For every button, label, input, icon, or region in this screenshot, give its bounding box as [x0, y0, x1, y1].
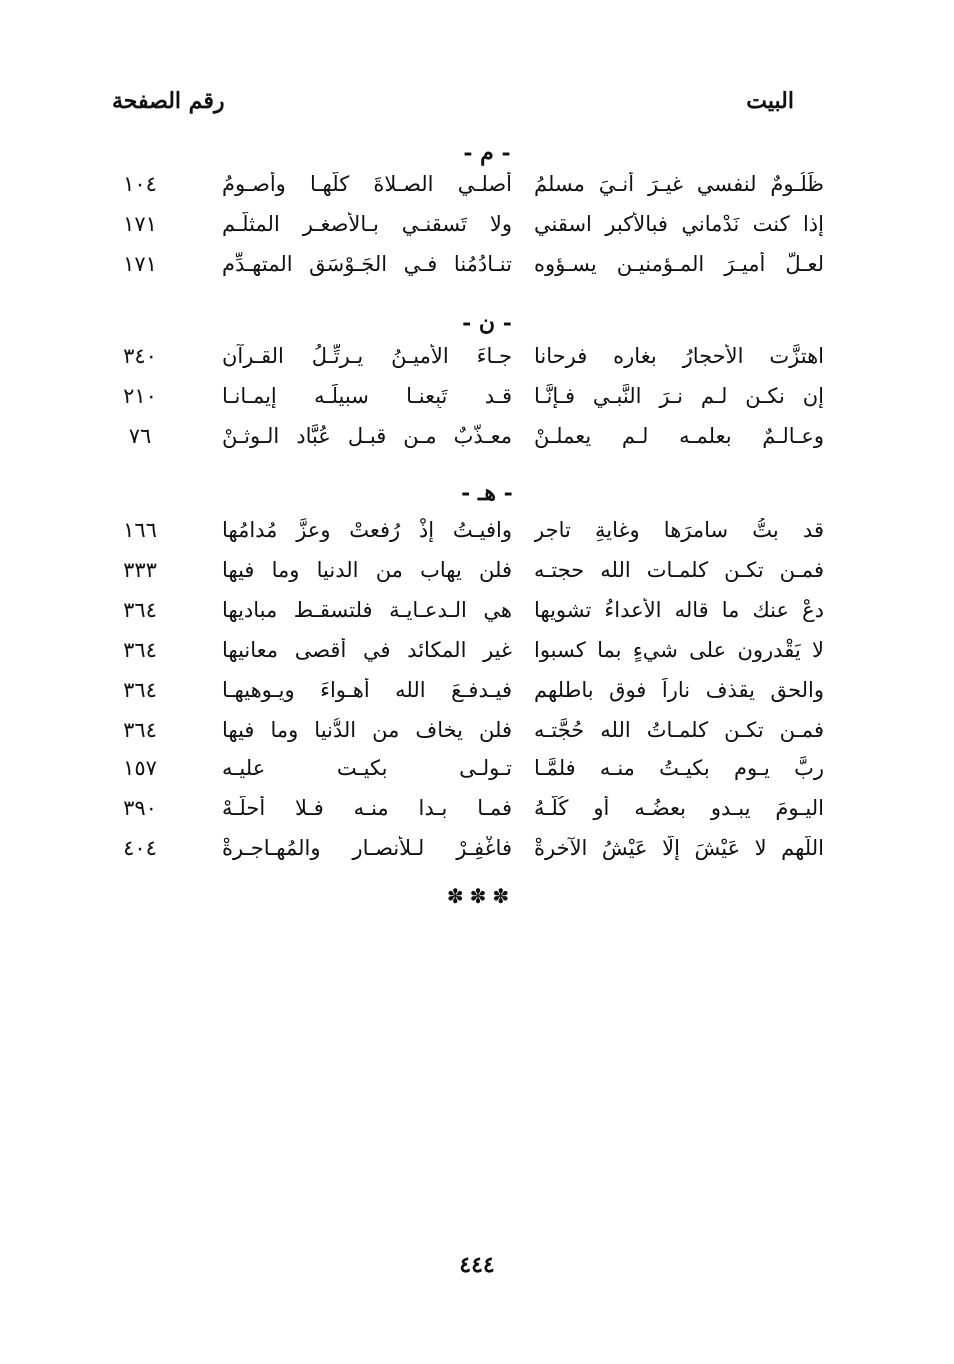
verse-second-hemistich: فمـا بـدا منـه فـلا أُحلُّـهْ	[222, 796, 512, 820]
verse-first-hemistich: ظَلُـومٌ لنفسي غيـرَ أنـيَ مسلمُ	[534, 172, 824, 196]
verse-first-hemistich: لا يَقْدرون على شيءٍ بما كسبوا	[534, 638, 824, 662]
verse-row	[0, 836, 954, 876]
verse-second-hemistich: فاغْفِـرْ لـلأنصـارِ والمُهـاجـرةْ	[222, 836, 512, 860]
verse-second-hemistich: قـد تَبِعنـا سبيلَـه إيمـانـا	[222, 384, 512, 408]
section-letter-mim: - م -	[463, 140, 511, 166]
verse-first-hemistich: قد بتُّ سامرَها وغايةِ تاجرٍ	[534, 518, 824, 542]
verse-first-hemistich: وعـالـمٌ بعلمـه لـم يعملـنْ	[534, 424, 824, 448]
verse-row	[0, 718, 954, 758]
page-folio-number: ٤٤٤	[459, 1252, 495, 1278]
verse-row	[0, 756, 954, 796]
verse-row	[0, 384, 954, 424]
verse-page-number: ٣٦٤	[123, 678, 157, 702]
verse-first-hemistich: ربَّ يـوم بكيـتُ منـه فلمَّـا	[534, 756, 824, 780]
verse-first-hemistich: إذا كنت نَدْماني فبالأكبر اسقني	[534, 212, 824, 236]
verse-first-hemistich: لعـلَّ أميـرَ المـؤمنيـن يسـؤوه	[534, 252, 824, 276]
verse-first-hemistich: والحق يقذف ناراً فوق باطلهم	[534, 678, 824, 702]
verse-page-number: ٣٣٣	[123, 558, 157, 582]
verse-second-hemistich: تنـادُمُنا فـي الجَـوْسَق المتهـدِّمِ	[222, 252, 512, 276]
verse-row	[0, 212, 954, 252]
verse-row	[0, 252, 954, 292]
verse-second-hemistich: ولا تَسقنـي بـالأصغـر المثلَّـمِ	[222, 212, 512, 236]
verse-second-hemistich: أُصلـي الصـلاةَ كلَّهـا وأصـومُ	[222, 172, 512, 196]
verse-page-number: ١٠٤	[123, 172, 157, 196]
verse-page-number: ١٦٦	[123, 518, 157, 542]
verse-first-hemistich: اللَّهم لا عَيْشَ إلَّا عَيْشُ الآخرةْ	[534, 836, 824, 860]
verse-first-hemistich: دعْ عنك ما قاله الأعداءُ تشويها	[534, 598, 824, 622]
verse-second-hemistich: وافيـتُ إذْ رُفعتْ وعزَّ مُدامُها	[222, 518, 512, 542]
verse-second-hemistich: معـذَّبٌ مـن قبـلِ عُبَّاد الـوثـنْ	[222, 424, 512, 448]
verse-second-hemistich: فيـدفـعَ الله أهـواءَ ويـوهيهـا	[222, 678, 512, 702]
verse-page-number: ١٧١	[123, 252, 157, 276]
verse-row	[0, 344, 954, 384]
verse-page-number: ١٧١	[123, 212, 157, 236]
verse-page-number: ٢١٠	[123, 384, 157, 408]
verse-page-number: ٣٦٤	[123, 718, 157, 742]
end-separator-stars: ✽✽✽	[446, 884, 516, 908]
verse-first-hemistich: إن نكـن لـم نـرَ النَّبـي فـإنَّـا	[534, 384, 824, 408]
verse-first-hemistich: فمـن تكـن كلمـاتُ الله حُجَّتـه	[534, 718, 824, 742]
verse-first-hemistich: فمـن تكـن كلمـات الله حجتـه	[534, 558, 824, 582]
verse-row	[0, 172, 954, 212]
verse-second-hemistich: تـولـى بكيـت عليـه	[222, 756, 512, 780]
verse-row	[0, 424, 954, 464]
verse-first-hemistich: اهتزَّت الأحجارُ بغاره فرحانا	[534, 344, 824, 368]
verse-row	[0, 598, 954, 638]
section-letter-ha: - هـ -	[461, 480, 513, 506]
verse-page-number: ٧٦	[128, 424, 152, 448]
verse-page-number: ٣٤٠	[123, 344, 157, 368]
verse-column-header: البيت	[746, 88, 794, 114]
section-letter-nun: - ن -	[462, 310, 512, 336]
verse-second-hemistich: غير المكائد في أقصى معانيها	[222, 638, 512, 662]
verse-page-number: ١٥٧	[123, 756, 157, 780]
verse-row	[0, 558, 954, 598]
verse-second-hemistich: هي الـدعـايـة فلتسقـط مباديها	[222, 598, 512, 622]
verse-page-number: ٣٦٤	[123, 598, 157, 622]
verse-row	[0, 638, 954, 678]
verse-row	[0, 678, 954, 718]
verse-page-number: ٤٠٤	[123, 836, 157, 860]
verse-second-hemistich: فلن يخاف من الدُّنيا وما فيها	[222, 718, 512, 742]
verse-second-hemistich: فلن يهاب من الدنيا وما فيها	[222, 558, 512, 582]
verse-page-number: ٣٦٤	[123, 638, 157, 662]
verse-page-number: ٣٩٠	[123, 796, 157, 820]
verse-first-hemistich: اليـومَ يبـدو بعضُـه أو كُلُّـهُ	[534, 796, 824, 820]
verse-row	[0, 518, 954, 558]
page-number-column-header: رقم الصفحة	[112, 88, 225, 114]
verse-row	[0, 796, 954, 836]
verse-second-hemistich: جـاءَ الأميـنُ يـرتِّـلُ القـرآن	[222, 344, 512, 368]
